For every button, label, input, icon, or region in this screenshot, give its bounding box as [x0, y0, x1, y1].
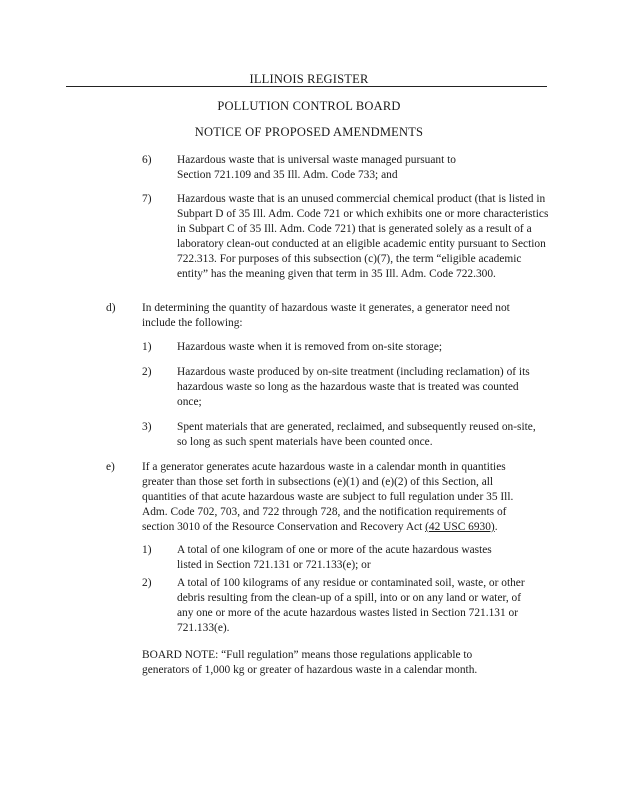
- register-title: ILLINOIS REGISTER: [249, 72, 369, 86]
- item-d-number: d): [106, 302, 116, 314]
- item-c6-text: Hazardous waste that is universal waste managed pursuant to Section 721.109 and 35 Ill. Adm. Code 733; and: [177, 154, 456, 181]
- item-e1-text: A total of one kilogram of one or more of the acute hazardous wastes listed in Section 721.131 or 721.133(e); or: [177, 544, 492, 571]
- item-e2-number: 2): [142, 577, 152, 589]
- item-d-text: In determining the quantity of hazardous waste it generates, a generator need not include the following:: [142, 302, 510, 329]
- item-c7-text: Hazardous waste that is an unused commercial chemical product (that is listed in Subpart D of 35 Ill. Adm. Code 721 or which exhibits one or more characteristics in Subpart C of 35 Ill. Adm. Code 721) that is generated solely as a result of a laboratory clean-out conducted at an eligible academic entity pursuant to Section 722.313. For purposes of this subsection (c)(7), the term “eligible academic entity” has the meaning given that term in 35 Ill. Adm. Code 722.300.: [177, 193, 549, 280]
- board-note: BOARD NOTE: “Full regulation” means those regulations applicable to generators of 1,000 kg or greater of hazardous waste in a calendar month.: [142, 649, 478, 676]
- item-d2-number: 2): [142, 366, 152, 378]
- item-c6-number: 6): [142, 154, 152, 166]
- item-d2-text: Hazardous waste produced by on-site treatment (including reclamation) of its hazardous waste so long as the hazardous waste that is treated was counted once;: [177, 366, 530, 408]
- item-e1-number: 1): [142, 544, 152, 556]
- notice-title: NOTICE OF PROPOSED AMENDMENTS: [194, 125, 424, 139]
- item-e-body: If a generator generates acute hazardous waste in a calendar month in quantities greater than those set forth in subsections (e)(1) and (e)(2) of this Section, all quantities of that acute hazardous waste are subject to full regulation under 35 Ill. Adm. Code 702, 703, and 722 through 728, and the notification requirements of section 3010 of the Resource Conservation and Recovery Act: [142, 461, 514, 533]
- item-e2-text: A total of 100 kilograms of any residue or contaminated soil, waste, or other debris resulting from the clean-up of a spill, into or on any land or water, of any one or more of the acute hazardous wastes listed in Section 721.131 or 721.133(e).: [177, 577, 525, 634]
- item-d1-number: 1): [142, 341, 152, 353]
- board-name: POLLUTION CONTROL BOARD: [217, 99, 401, 113]
- item-c7-number: 7): [142, 193, 152, 205]
- item-d1-text: Hazardous waste when it is removed from on-site storage;: [177, 341, 443, 353]
- item-d3-number: 3): [142, 421, 152, 433]
- header-rule: [66, 86, 547, 87]
- item-d3-text: Spent materials that are generated, reclaimed, and subsequently reused on-site, so long as such spent materials have been counted once.: [177, 421, 536, 448]
- usc-citation: (42 USC 6930): [425, 521, 495, 533]
- item-e-number: e): [106, 461, 115, 473]
- item-e-end: .: [494, 521, 498, 533]
- item-e-text: [142, 460, 538, 535]
